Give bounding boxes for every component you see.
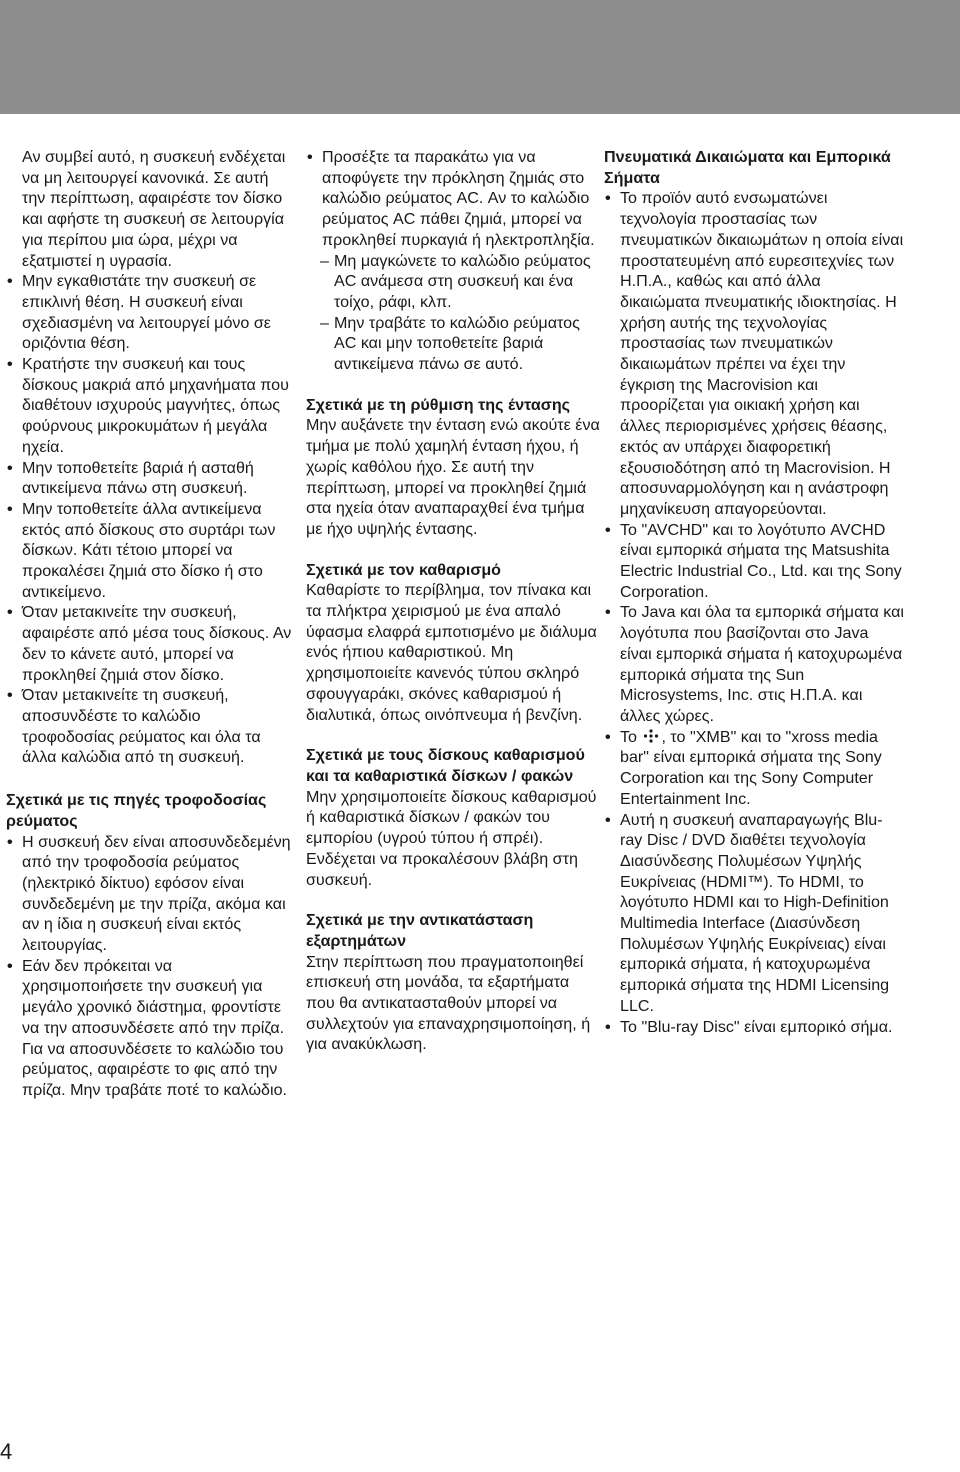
- section-heading-discs: Σχετικά με τους δίσκους καθαρισμού και τα καθαριστικά δίσκων / φακών: [306, 746, 585, 785]
- dash-item-text: Μην τραβάτε το καλώδιο ρεύματος AC και μην τοποθετείτε βαριά αντικείμενα πάνω σε αυτό.: [334, 313, 580, 374]
- list-item: • Η συσκευή δεν είναι αποσυνδεδεμένη από την τροφοδοσία ρεύματος (ηλεκτρικό δίκτυο) εφόσον είναι συνδεδεμένη με την πρίζα, ακόμα και αν η ίδια η συσκευή είναι εκτός λειτουργίας.: [6, 832, 296, 956]
- section-heading-power: Σχετικά με τις πηγές τροφοδοσίας ρεύματος: [6, 791, 267, 830]
- xmb-icon: [641, 728, 661, 742]
- list-item-suffix: , το "XMB" και το "xross media bar" είναι εμπορικά σήματα της Sony Corporation και της Sony Computer Entertainment Inc.: [620, 727, 882, 808]
- list-item: • Το προϊόν αυτό ενσωματώνει τεχνολογία προστασίας των πνευματικών δικαιωμάτων η οποία είναι προστατευμένη από ευρεσιτεχνίες των Η.Π.Α., καθώς και από άλλα δικαιώματα πνευματικής ιδιοκτησίας. Η χρήση αυτής της τεχνολογίας προστασίας των πνευματικών δικαιωμάτων πρέπει να έχει την έγκριση της Macrovision και προορίζεται για οικιακή χρήση και άλλες περιορισμένες χρήσεις θέασης, εκτός αν υπάρχει διαφορετική εξουσιοδότηση από τη Macrovision. Η αποσυναρμολόγηση και η ανάστροφη μηχανίκευση απαγορεύονται.: [604, 188, 904, 519]
- list-item: [604, 727, 904, 810]
- list-item: • Το "AVCHD" και το λογότυπο AVCHD είναι εμπορικά σήματα της Matsushita Electric Industrial Co., Ltd. και της Sony Corporation.: [604, 520, 904, 603]
- list-item: • Το Java και όλα τα εμπορικά σήματα και λογότυπα που βασίζονται στο Java είναι εμπορικά σήματα ή κατοχυρωμένα εμπορικά σήματα της Sun Microsystems, Inc. στις Η.Π.Α. και άλλες χώρες.: [604, 602, 904, 726]
- list-item: • Εάν δεν πρόκειται να χρησιμοποιήσετε την συσκευή για μεγάλο χρονικό διάστημα, φροντίστε να την αποσυνδέσετε από την πρίζα. Για να αποσυνδέσετε το καλώδιο του ρεύματος, αφαιρέστε το φις από την πρίζα. Μην τραβάτε ποτέ το καλώδιο.: [6, 956, 296, 1101]
- section-text-discs: Μην χρησιμοποιείτε δίσκους καθαρισμού ή καθαριστικά δίσκων / φακών του εμπορίου (υγρού τύπου ή σπρέι). Ενδέχεται να προκαλέσουν βλάβη στη συσκευή.: [306, 787, 597, 889]
- list-item: • Όταν μετακινείτε την συσκευή, αφαιρέστε από μέσα τους δίσκους. Αν δεν το κάνετε αυτό, μπορεί να προκληθεί ζημιά στον δίσκο.: [6, 602, 296, 685]
- section-text-volume: Μην αυξάνετε την ένταση ενώ ακούτε ένα τμήμα με πολύ χαμηλή ένταση ήχου, ή χωρίς καθόλου ήχο. Σε αυτή την περίπτωση, μπορεί να προκληθεί ζημιά στα ηχεία όταν αναπαραχθεί ένα τμήμα με ήχο υψηλής έντασης.: [306, 416, 600, 538]
- list-item: • Μην τοποθετείτε βαριά ή ασταθή αντικείμενα πάνω στη συσκευή.: [6, 458, 296, 499]
- column-middle: [306, 147, 602, 1055]
- dash-item-text: Μη μαγκώνετε το καλώδιο ρεύματος AC ανάμεσα στη συσκευή και ένα τοίχο, ράφι, κλπ.: [334, 251, 591, 311]
- dash-mark: –: [320, 251, 329, 270]
- header-bar: [0, 0, 960, 114]
- list-item: • Προσέξτε τα παρακάτω για να αποφύγετε την πρόκληση ζημιάς στο καλώδιο ρεύματος AC. Αν το καλώδιο ρεύματος AC πάθει ζημιά, μπορεί να προκληθεί πυρκαγιά ή ηλεκτροπληξία.: [306, 147, 602, 251]
- section-heading-parts: Σχετικά με την αντικατάσταση εξαρτημάτων: [306, 911, 534, 950]
- dash-item: [306, 251, 602, 313]
- list-item: • Όταν μετακινείτε τη συσκευή, αποσυνδέστε το καλώδιο τροφοδοσίας ρεύματος και όλα τα άλλα καλώδια από τη συσκευή.: [6, 685, 296, 768]
- column-right: [604, 147, 904, 1037]
- column-left: [6, 147, 296, 1101]
- section-heading-cleaning: Σχετικά με τον καθαρισμό: [306, 560, 502, 579]
- list-item-prefix: Το: [620, 727, 642, 746]
- section-text-cleaning: Καθαρίστε το περίβλημα, τον πίνακα και τα πλήκτρα χειρισμού με ένα απαλό ύφασμα ελαφρά εμποτισμένο με διάλυμα ενός ήπιου καθαριστικού. Μη χρησιμοποιείτε κανενός τύπου σκληρό σφουγγαράκι, σκόνες καθαρισμού ή διαλυτικά, όπως οινόπνευμα ή βενζίνη.: [306, 581, 597, 724]
- dash-mark: –: [320, 313, 329, 332]
- section-text-parts: Στην περίπτωση που πραγματοποιηθεί επισκευή στη μονάδα, τα εξαρτήματα που θα αντικατασταθούν μπορεί να συλλεχτούν για επαναχρησιμοποίηση, ή για ανακύκλωση.: [306, 952, 591, 1054]
- list-item: • Αυτή η συσκευή αναπαραγωγής Blu-ray Disc / DVD διαθέτει τεχνολογία Διασύνδεσης Πολυμέσων Υψηλής Ευκρίνειας (HDMI™). Το HDMI, το λογότυπο HDMI και το High-Definition Multimedia Interface (Διασύνδεση Πολυμέσων Υψηλής Ευκρίνειας) είναι εμπορικά σήματα, ή κατοχυρωμένα εμπορικά σήματα της HDMI Licensing LLC.: [604, 810, 904, 1017]
- list-item: • Μην εγκαθιστάτε την συσκευή σε επικλινή θέση. Η συσκευή είναι σχεδιασμένη να λειτουργεί μόνο σε οριζόντια θέση.: [6, 271, 296, 354]
- section-heading-volume: Σχετικά με τη ρύθμιση της έντασης: [306, 395, 571, 414]
- list-item: • Μην τοποθετείτε άλλα αντικείμενα εκτός από δίσκους στο συρτάρι των δίσκων. Κάτι τέτοιο μπορεί να προκαλέσει ζημιά στο δίσκο ή στο αντικείμενο.: [6, 499, 296, 603]
- section-heading-trademarks: Πνευματικά Δικαιώματα και Εμπορικά Σήματα: [604, 148, 891, 187]
- list-item: • Το "Blu-ray Disc" είναι εμπορικό σήμα.: [604, 1017, 904, 1038]
- list-item: • Κρατήστε την συσκευή και τους δίσκους μακριά από μηχανήματα που διαθέτουν ισχυρούς μαγνήτες, όπως φούρνους μικροκυμάτων ή μεγάλα ηχεία.: [6, 354, 296, 458]
- page-number: 4: [0, 1439, 13, 1464]
- intro-paragraph: Αν συμβεί αυτό, η συσκευή ενδέχεται να μη λειτουργεί κανονικά. Σε αυτή την περίπτωση, αφαιρέστε τον δίσκο και αφήστε τη συσκευή σε λειτουργία για περίπου μια ώρα, μέχρι να εξατμιστεί η υγρασία.: [22, 148, 286, 270]
- dash-item: [306, 313, 602, 375]
